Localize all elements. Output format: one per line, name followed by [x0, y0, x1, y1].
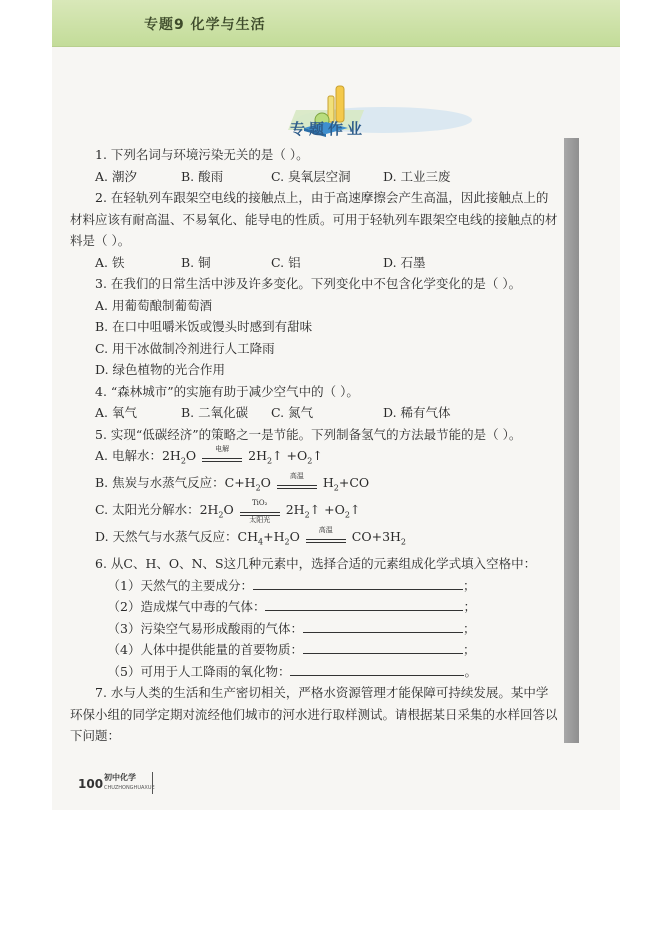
answer-blank[interactable] — [303, 641, 463, 654]
q1-option-b: B. 酸雨 — [181, 168, 224, 184]
q4-option-a: A. 氧气 — [95, 405, 137, 420]
q4-option-c: C. 氮气 — [271, 405, 314, 420]
q6-text: 6. 从C、H、O、N、S这几种元素中，选择合适的元素组成化学式填入空格中： — [95, 556, 537, 571]
q2-option-d: D. 石墨 — [383, 254, 426, 270]
answer-blank[interactable] — [253, 577, 463, 590]
q4-options — [70, 402, 558, 424]
q1-text: 1. 下列名词与环境污染无关的是（ ）。 — [95, 147, 309, 162]
q3-option-d: D. 绿色植物的光合作用 — [95, 362, 226, 377]
section-title: 专题作业 — [290, 120, 367, 138]
q1-option-c: C. 臭氧层空洞 — [271, 168, 351, 184]
answer-blank[interactable] — [290, 663, 464, 676]
q2-option-b: B. 铜 — [181, 254, 211, 270]
q4-option-d: D. 稀有气体 — [383, 405, 451, 420]
answer-blank[interactable] — [303, 620, 463, 633]
q5-option-d: D. 天然气与水蒸气反应：$CH_4+H_2O$ 高温 $CO+3H_2$ — [95, 525, 407, 547]
q6-item-4: （4）人体中提供能量的首要物质： ； — [107, 642, 476, 657]
q6-item-3: （3）污染空气易形成酸雨的气体： ； — [107, 620, 476, 636]
q7-text: 7. 水与人类的生活和生产密切相关，严格水资源管理才能保障可持续发展。某中学环保小组的同学定期对流经他们城市的河水进行取样测试。请根据某日采集的水样回答以下问题： — [70, 685, 558, 743]
reaction-arrow: TiO₂ 太阳光 — [240, 504, 280, 518]
chapter-header — [52, 0, 620, 47]
side-bar — [564, 138, 579, 743]
q3-option-b: B. 在口中咀嚼米饭或馒头时感到有甜味 — [95, 319, 313, 334]
page-number: 100 — [78, 777, 104, 791]
book-name: 初中化学 — [104, 773, 136, 782]
q1-option-a: A. 潮汐 — [95, 168, 137, 184]
q1-options — [70, 166, 558, 188]
q6-item-5: （5）可用于人工降雨的氧化物： 。 — [107, 663, 477, 679]
q5-option-b: B. 焦炭与水蒸气反应：$C+H_2O$ 高温 $H_2+CO$ — [95, 471, 370, 493]
q4-text: 4. “森林城市”的实施有助于减少空气中的（ ）。 — [95, 383, 359, 399]
reaction-arrow: 高温 — [306, 531, 346, 545]
chapter-title: 专题9 化学与生活 — [144, 17, 266, 33]
q1-option-d: D. 工业三废 — [383, 168, 451, 184]
exercise-content — [70, 144, 558, 747]
q4-option-b: B. 二氧化碳 — [181, 405, 249, 420]
book-name-pinyin: CHUZHONGHUAXUE — [104, 785, 155, 791]
q5-text: 5. 实现“低碳经济”的策略之一是节能。下列制备氢气的方法最节能的是（ ）。 — [95, 426, 522, 442]
q5-option-c: C. 太阳光分解水：$2H_2O$ TiO₂ 太阳光 $2H_2↑$ $+O_2↑$ — [95, 498, 361, 524]
q3-option-c: C. 用干冰做制冷剂进行人工降雨 — [95, 340, 275, 356]
answer-blank[interactable] — [265, 598, 463, 611]
reaction-arrow: 高温 — [277, 477, 317, 491]
q6-item-2: （2）造成煤气中毒的气体： ； — [107, 599, 476, 614]
q2-option-a: A. 铁 — [95, 254, 125, 270]
q3-text: 3. 在我们的日常生活中涉及许多变化。下列变化中不包含化学变化的是（ ）。 — [95, 276, 522, 291]
q2-option-c: C. 铝 — [271, 254, 301, 270]
q6-item-1: （1）天然气的主要成分： ； — [107, 577, 476, 593]
reaction-arrow: 电解 — [202, 450, 242, 464]
q2-text: 2. 在轻轨列车跟架空电线的接触点上，由于高速摩擦会产生高温，因此接触点上的材料应该有耐高温、不易氧化、能导电的性质。可用于轻轨列车跟架空电线的接触点的材料是（ ）。 — [70, 190, 558, 248]
q2-options — [70, 252, 558, 274]
q3-option-a: A. 用葡萄酿制葡萄酒 — [95, 297, 212, 313]
q5-option-a: A. 电解水：$2H_2O$ 电解 $2H_2↑$ $+O_2↑$ — [95, 444, 323, 466]
